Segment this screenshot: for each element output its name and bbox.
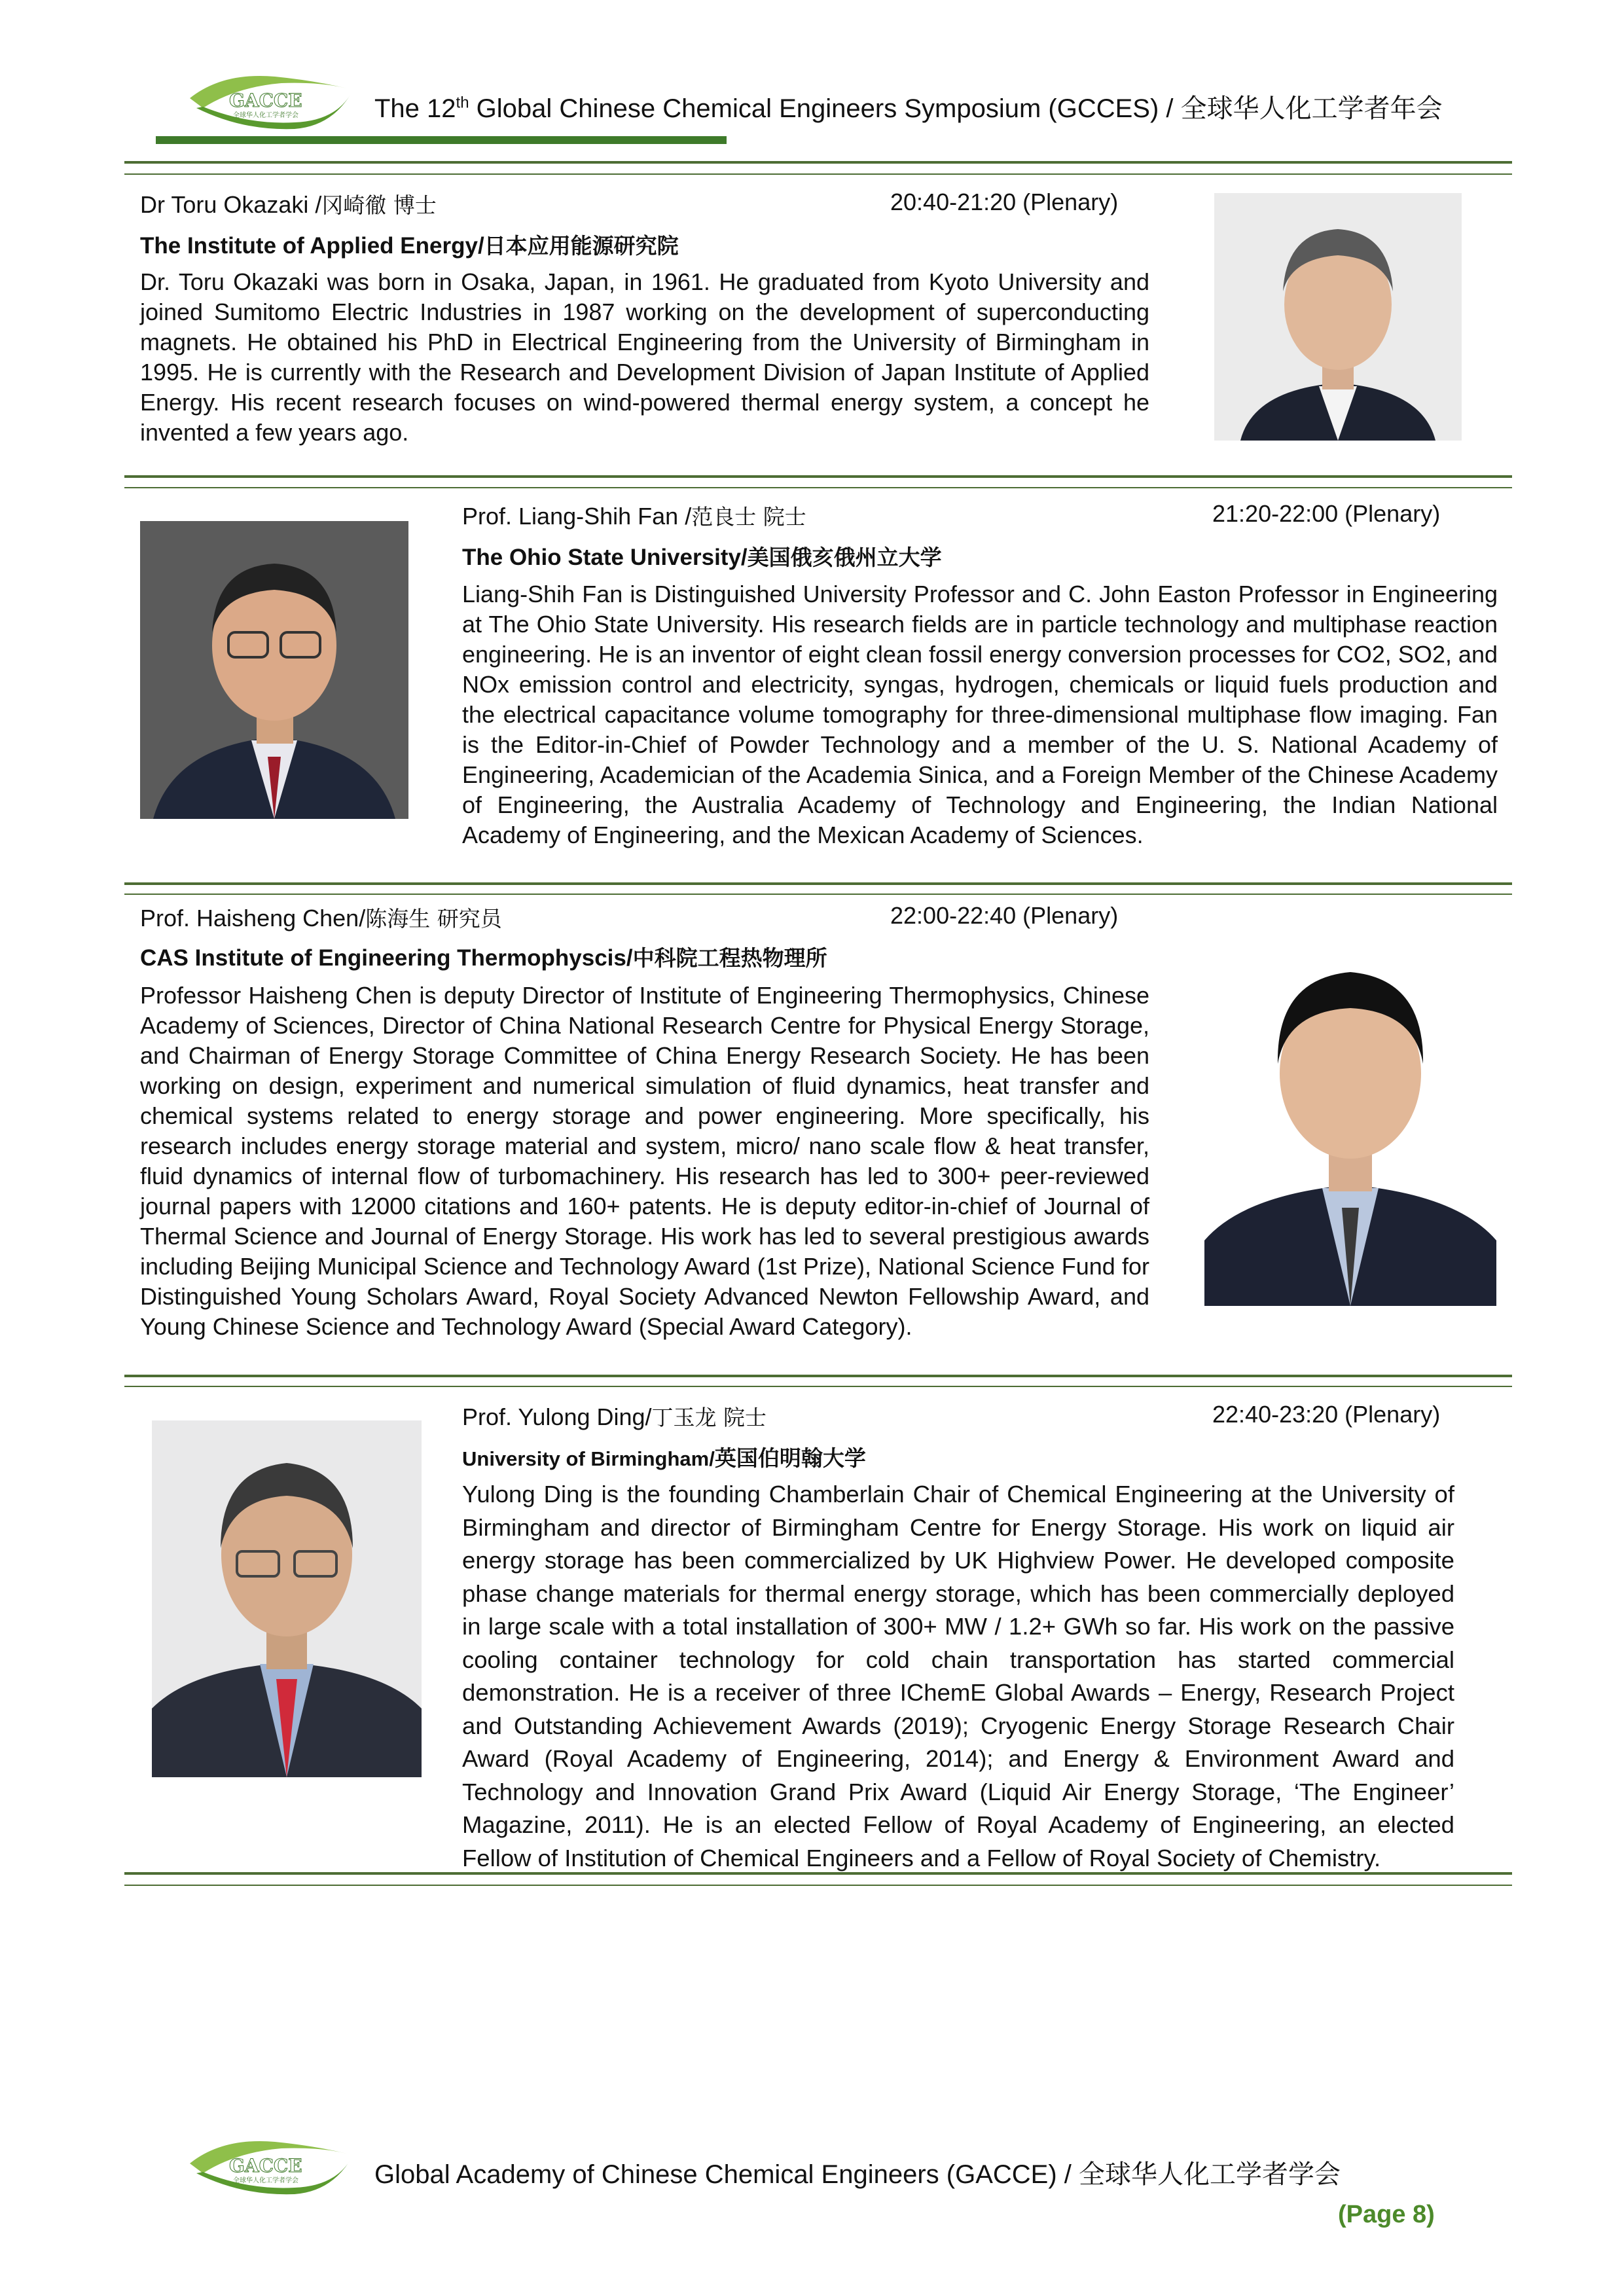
divider [124, 882, 1512, 885]
speaker-photo [152, 1420, 422, 1777]
speaker-time: 22:00-22:40 (Plenary) [890, 902, 1119, 929]
speaker-name: Dr Toru Okazaki /冈崎徹 博士 [140, 191, 437, 218]
speaker-photo [1214, 193, 1462, 441]
speaker-name: Prof. Liang-Shih Fan /范良士 院士 [462, 503, 806, 530]
speaker-institution: The Ohio State University/美国俄亥俄州立大学 [462, 545, 942, 570]
page-header-title: The 12th Global Chinese Chemical Engineers Symposium (GCCES) / 全球华人化工学者年会 [374, 94, 1443, 123]
page-number: (Page 8) [1338, 2201, 1435, 2228]
speaker-time: 20:40-21:20 (Plenary) [890, 189, 1119, 215]
speaker-photo [140, 521, 408, 819]
speaker-institution: The Institute of Applied Energy/日本应用能源研究院 [140, 233, 679, 259]
speaker-bio: Dr. Toru Okazaki was born in Osaka, Japan, in 1961. He graduated from Kyoto University and joined Sumitomo Electric Industries in 1987 working on the development of superconducting magnets. He obtained his PhD in Electrical Engineering from the University of Birmingham in 1995. He is currently with the Research and Development Division of Japan Institute of Applied Energy. His recent research focuses on wind-powered thermal energy system, a concept he invented a few years ago. [140, 268, 1149, 446]
svg-text:全球华人化工学者学会: 全球华人化工学者学会 [233, 2177, 298, 2184]
speaker-time: 21:20-22:00 (Plenary) [1212, 500, 1441, 527]
speaker-name: Prof. Yulong Ding/丁玉龙 院士 [462, 1403, 767, 1430]
speaker-bio: Yulong Ding is the founding Chamberlain Chair of Chemical Engineering at the University of Birmingham and director of Birmingham Centre for Energy Storage. His work on liquid air energy storage has been commercialized by UK Highview Power. He developed composite phase change materials for thermal energy storage, which has been commercially deployed in large scale with a total installation of 300+ MW / 1.2+ GWh so far. His work on the passive cooling container technology for cold chain transportation has started commercial demonstration. He is a receiver of three IChemE Global Awards – Energy, Research Project and Outstanding Achievement Awards (2019); Cryogenic Energy Storage Research Chair Award (Royal Academy of Engineering, 2014); and Energy & Environment Award and Technology and Innovation Grand Prix Award (Liquid Air Energy Storage, ‘The Engineer’ Magazine, 2011). He is an elected Fellow of Royal Academy of Engineering, an elected Fellow of Institution of Chemical Engineers and a Fellow of Royal Society of Chemistry. [462, 1481, 1454, 1871]
divider [124, 161, 1512, 164]
divider [124, 1386, 1512, 1387]
gacce-logo [183, 2134, 353, 2206]
speaker-institution: University of Birmingham/英国伯明翰大学 [462, 1445, 866, 1471]
footer-text: Global Academy of Chinese Chemical Engineers (GACCE) / 全球华人化工学者学会 [374, 2160, 1341, 2189]
divider [124, 173, 1512, 175]
divider [124, 894, 1512, 895]
svg-text:全球华人化工学者学会: 全球华人化工学者学会 [233, 112, 298, 119]
speaker-institution: CAS Institute of Engineering Thermophyscis/中科院工程热物理所 [140, 945, 827, 971]
divider [124, 1375, 1512, 1377]
divider [124, 487, 1512, 488]
speaker-bio: Liang-Shih Fan is Distinguished University Professor and C. John Easton Professor in Engineering at The Ohio State University. His research fields are in particle technology and multiphase reaction engineering. He is an inventor of eight clean fossil energy conversion processes for CO2, SO2, and NOx emission control and electricity, syngas, hydrogen, chemicals or liquid fuels production and the electrical capacitance volume tomography for three-dimensional multiphase flow imaging. Fan is the Editor-in-Chief of Powder Technology and a member of the U. S. National Academy of Engineering, Academician of the Academia Sinica, and a Foreign Member of the Chinese Academy of Engineering, the Australia Academy of Technology and Engineering, the Indian National Academy of Engineering, and the Mexican Academy of Sciences. [462, 581, 1498, 848]
divider [124, 475, 1512, 478]
svg-text:GACCE: GACCE [229, 90, 302, 111]
header-accent-bar [156, 136, 727, 144]
svg-text:GACCE: GACCE [229, 2155, 302, 2177]
speaker-bio: Professor Haisheng Chen is deputy Director of Institute of Engineering Thermophysics, Chinese Academy of Sciences, Director of China National Research Centre for Physical Energy Storage, and Chairman of Energy Storage Committee of China Energy Research Society. He has been working on design, experiment and numerical simulation of fluid dynamics, heat transfer and chemical systems related to energy storage and power engineering. More specifically, his research includes energy storage material and system, micro/ nano scale flow & heat transfer, fluid dynamics of internal flow of turbomachinery. His research has led to 300+ peer-reviewed journal papers with 12000 citations and 160+ patents. He is deputy editor-in-chief of Journal of Thermal Science and Journal of Energy Storage. His work has led to several prestigious awards including Beijing Municipal Science and Technology Award (1st Prize), National Science Fund for Distinguished Young Scholars Award, Royal Society Advanced Newton Fellowship Award, and Young Chinese Science and Technology Award (Special Award Category). [140, 982, 1149, 1340]
speaker-photo [1204, 933, 1496, 1306]
gacce-logo [183, 69, 353, 141]
speaker-name: Prof. Haisheng Chen/陈海生 研究员 [140, 905, 502, 931]
divider [124, 1872, 1512, 1875]
divider [124, 1885, 1512, 1886]
speaker-time: 22:40-23:20 (Plenary) [1212, 1401, 1441, 1428]
